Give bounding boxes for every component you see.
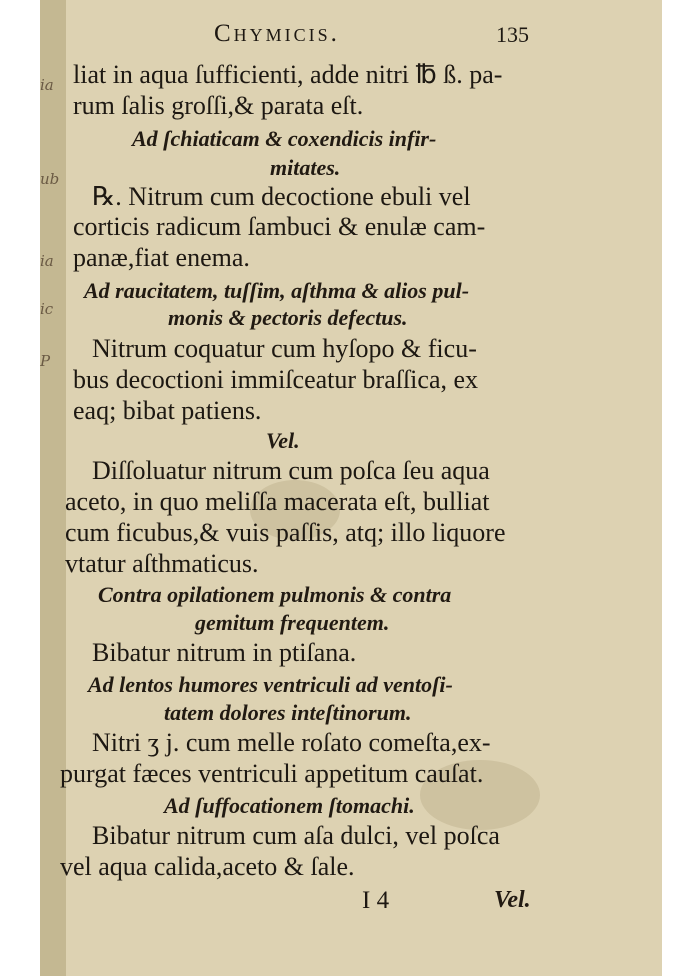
text-line: Nitrum coquatur cum hyſopo & ficu- <box>92 334 477 363</box>
section-heading: monis & pectoris defectus. <box>168 305 408 330</box>
text-line: aceto, in quo meliſſa macerata eſt, bulliat <box>65 487 490 516</box>
page-gutter <box>40 0 66 976</box>
margin-mark: ia <box>40 252 54 270</box>
section-heading: gemitum frequentem. <box>195 610 390 635</box>
section-heading: Ad raucitatem, tuſſim, aſthma & alios pul- <box>84 278 470 303</box>
text-line: eaq; bibat patiens. <box>73 396 262 425</box>
text-line: ℞. Nitrum cum decoctione ebuli vel <box>92 182 471 211</box>
book-page <box>40 0 662 976</box>
text-line: bus decoctioni immiſceatur braſſica, ex <box>73 365 479 394</box>
text-line: panæ,fiat enema. <box>73 243 250 272</box>
margin-mark: ic <box>40 300 54 318</box>
text-line: purgat fæces ventriculi appetitum cauſat. <box>60 759 484 788</box>
section-heading: mitates. <box>270 155 341 180</box>
section-heading: Ad ſuffocationem ſtomachi. <box>164 793 415 818</box>
page-number: 135 <box>496 22 529 47</box>
text-line: Bibatur nitrum in ptiſana. <box>92 638 357 667</box>
text-line: Bibatur nitrum cum aſa dulci, vel poſca <box>92 821 500 850</box>
text-line: Nitri ʒ j. cum melle roſato comeſta,ex- <box>92 728 491 757</box>
running-head-title: Chymicis. <box>214 20 340 47</box>
section-heading: tatem dolores inteſtinorum. <box>164 700 412 725</box>
margin-mark: ia <box>40 76 54 94</box>
section-heading: Ad ſchiaticam & coxendicis infir- <box>132 126 437 151</box>
section-heading: Ad lentos humores ventriculi ad ventoſi- <box>88 672 453 697</box>
text-line: rum ſalis groſſi,& parata eſt. <box>73 91 364 120</box>
margin-mark: ub <box>40 170 60 188</box>
text-line: vtatur aſthmaticus. <box>65 549 259 578</box>
text-line: Diſſoluatur nitrum cum poſca ſeu aqua <box>92 456 490 485</box>
text-line: corticis radicum ſambuci & enulæ cam- <box>73 212 486 241</box>
margin-mark: P <box>40 352 51 370</box>
section-heading: Contra opilationem pulmonis & contra <box>98 582 452 607</box>
text-line: liat in aqua ſufficienti, adde nitri ℔ ß. pa- <box>73 60 503 89</box>
text-line: vel aqua calida,aceto & ſale. <box>60 852 355 881</box>
section-heading: Vel. <box>266 428 300 453</box>
catchword: Vel. <box>494 887 531 913</box>
text-line: cum ficubus,& vuis paſſis, atq; illo liquore <box>65 518 506 547</box>
signature-mark: I 4 <box>362 887 390 914</box>
